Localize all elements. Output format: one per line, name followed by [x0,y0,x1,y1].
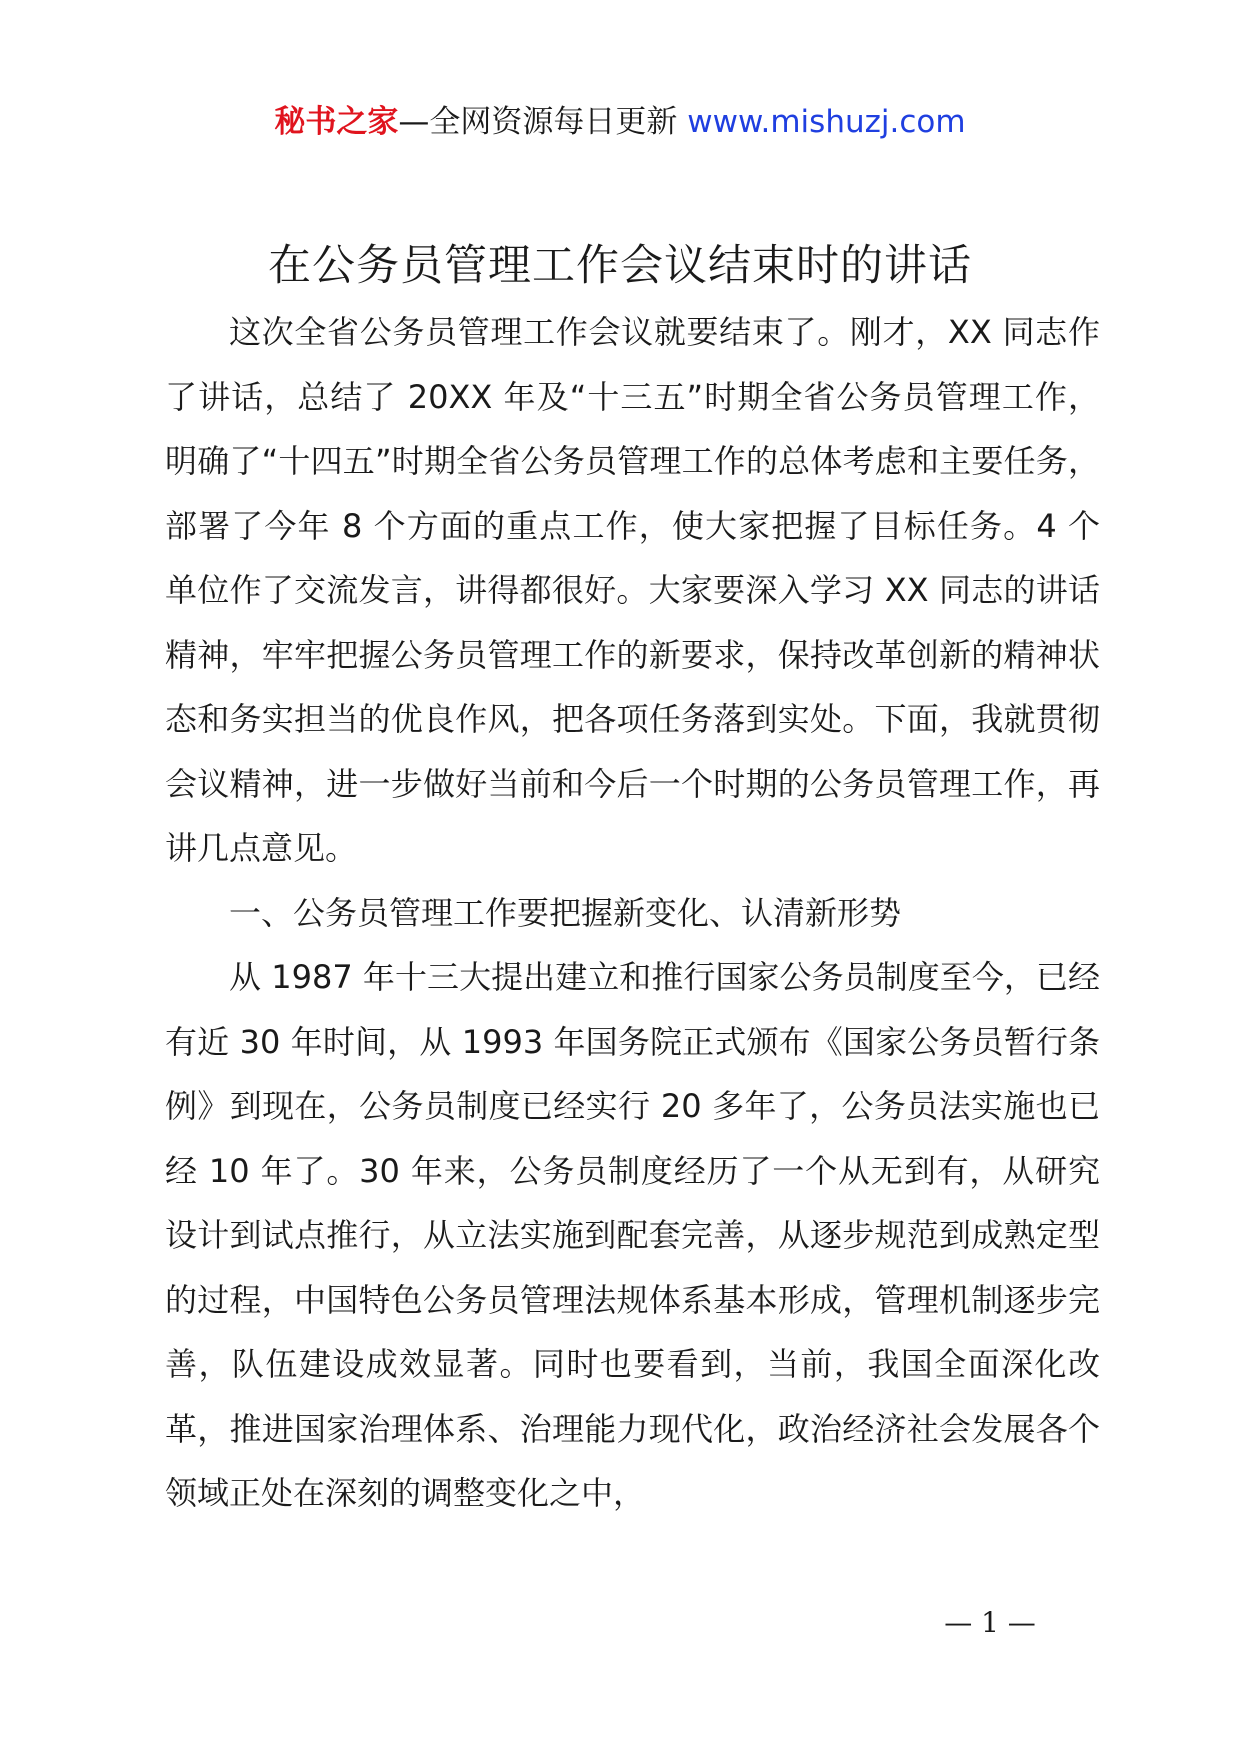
paragraph-intro: 这次全省公务员管理工作会议就要结束了。刚才，XX 同志作了讲话，总结了 20XX 年及“十三五”时期全省公务员管理工作，明确了“十四五”时期全省公务员管理工作的总体考虑和主要任务，部署了今年 8 个方面的重点工作，使大家把握了目标任务。4 个单位作了交流发言，讲得都很好。大家要深入学习 XX 同志的讲话精神，牢牢把握公务员管理工作的新要求，保持改革创新的精神状态和务实担当的优良作风，把各项任务落到实处。下面，我就贯彻会议精神，进一步做好当前和今后一个时期的公务员管理工作，再讲几点意见。 [165,313,1100,867]
brand-name: 秘书之家 [274,104,399,140]
document-body [165,300,1100,1526]
document-title: 在公务员管理工作会议结束时的讲话 [268,241,972,291]
section-heading: 一、公务员管理工作要把握新变化、认清新形势 [229,893,902,932]
banner-tagline: —全网资源每日更新 [398,104,678,140]
page-number: — 1 — [944,1606,1036,1639]
paragraph-section-1: 从 1987 年十三大提出建立和推行国家公务员制度至今，已经有近 30 年时间，从 1993 年国务院正式颁布《国家公务员暂行条例》到现在，公务员制度已经实行 20 多年了，公务员法实施也已经 10 年了。30 年来，公务员制度经历了一个从无到有，从研究设计到试点推行，从立法实施到配套完善，从逐步规范到成熟定型的过程，中国特色公务员管理法规体系基本形成，管理机制逐步完善，队伍建设成效显著。同时也要看到，当前，我国全面深化改革，推进国家治理体系、治理能力现代化，政治经济社会发展各个领域正处在深刻的调整变化之中， [165,958,1100,1512]
site-banner [0,98,1240,146]
website-link[interactable]: www.mishuzj.com [687,104,966,140]
